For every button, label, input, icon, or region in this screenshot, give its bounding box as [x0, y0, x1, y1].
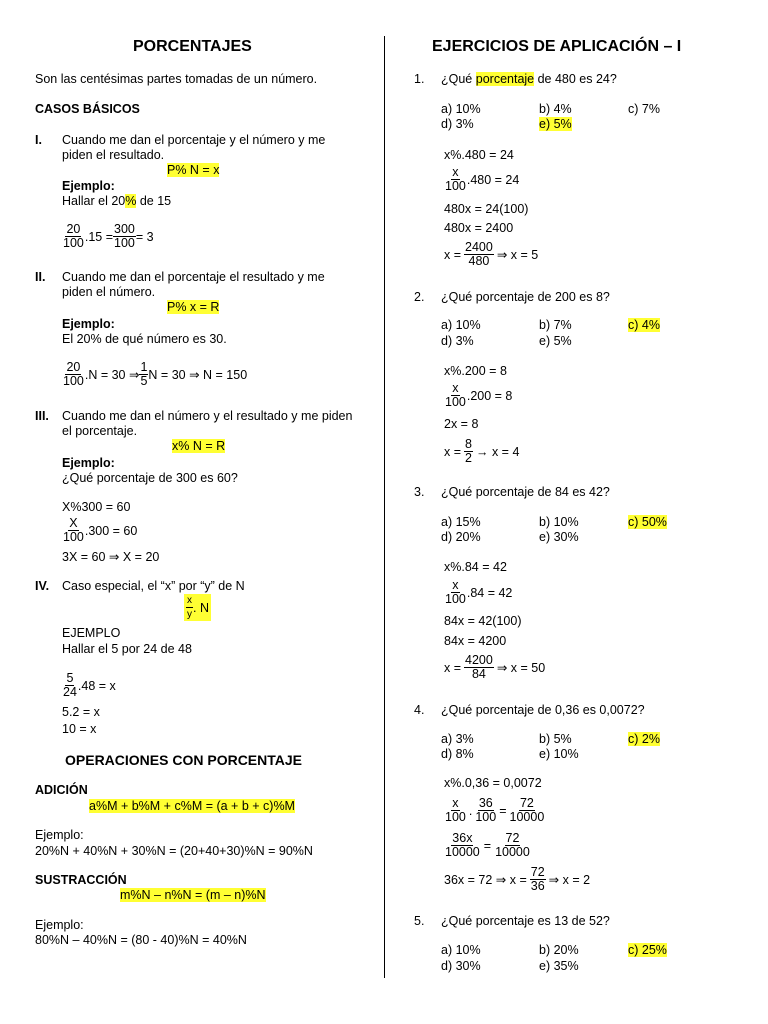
case-text: piden el resultado. — [62, 148, 165, 162]
example-label: Ejemplo: — [62, 179, 115, 193]
example-text: Hallar el 5 por 24 de 48 — [62, 642, 192, 656]
option: a) 10% — [441, 943, 481, 957]
math-line: $\frac{x}{100}$ .200 = 8 — [445, 381, 513, 409]
exercises-title: EJERCICIOS DE APLICACIÓN – I — [432, 38, 682, 55]
option: b) 5% — [539, 732, 572, 746]
case-formula: P% N = x — [167, 163, 220, 177]
math-line: 84x = 4200 — [444, 634, 507, 648]
option: d) 3% — [441, 117, 474, 131]
exercise-number: 3. — [414, 485, 425, 499]
option: d) 3% — [441, 334, 474, 348]
option-correct: c) 4% — [628, 318, 660, 332]
exercise-number: 1. — [414, 72, 425, 86]
exercise-question: ¿Qué porcentaje de 0,36 es 0,0072? — [441, 703, 645, 717]
case-text: piden el número. — [62, 285, 156, 299]
math-line: x%.200 = 8 — [444, 364, 507, 378]
option: b) 7% — [539, 318, 572, 332]
adicion-heading: ADICIÓN — [35, 783, 88, 797]
example-label: Ejemplo: — [62, 456, 115, 470]
option: d) 20% — [441, 530, 481, 544]
case-text: Cuando me dan el número y el resultado y me piden — [62, 409, 353, 423]
option: a) 15% — [441, 515, 481, 529]
option: e) 5% — [539, 334, 572, 348]
math-line: 84x = 42(100) — [444, 614, 522, 628]
example-text: 80%N – 40%N = (80 - 40)%N = 40%N — [35, 933, 247, 947]
exercise-number: 5. — [414, 914, 425, 928]
example-text: El 20% de qué número es 30. — [62, 332, 227, 346]
column-divider — [384, 36, 385, 978]
example-text: 20%N + 40%N + 30%N = (20+40+30)%N = 90%N — [35, 844, 313, 858]
math-line: 10 = x — [62, 722, 97, 736]
example-label: EJEMPLO — [62, 626, 121, 640]
case-formula: x% N = R — [172, 439, 226, 453]
option-correct: c) 50% — [628, 515, 667, 529]
math-line: x = $\frac{8}{2}$ → x = 4 — [444, 437, 520, 465]
option: d) 30% — [441, 959, 481, 973]
math-line: x%.0,36 = 0,0072 — [444, 776, 542, 790]
math-solution: $\frac{20}{100}$ .15 = $\frac{300}{100}$ = 3 — [63, 222, 154, 250]
option: a) 3% — [441, 732, 474, 746]
adicion-formula: a%M + b%M + c%M = (a + b + c)%M — [89, 799, 295, 813]
case-text: Cuando me dan el porcentaje y el número y me — [62, 133, 326, 147]
exercise-question: ¿Qué porcentaje de 84 es 42? — [441, 485, 610, 499]
case-text: el porcentaje. — [62, 424, 138, 438]
option: b) 4% — [539, 102, 572, 116]
exercise-question: ¿Qué porcentaje de 480 es 24? — [441, 72, 617, 86]
case-text: Cuando me dan el porcentaje el resultado y me — [62, 270, 325, 284]
option: e) 35% — [539, 959, 579, 973]
math-line: x%.480 = 24 — [444, 148, 514, 162]
option-correct: c) 2% — [628, 732, 660, 746]
exercise-question: ¿Qué porcentaje de 200 es 8? — [441, 290, 610, 304]
math-line: $\frac{X}{100}$ .300 = 60 — [63, 516, 138, 544]
math-line: X%300 = 60 — [62, 500, 131, 514]
casos-heading: CASOS BÁSICOS — [35, 102, 140, 116]
math-line: x = $\frac{4200}{84}$ ⇒ x = 50 — [444, 653, 546, 681]
option: e) 30% — [539, 530, 579, 544]
option: d) 8% — [441, 747, 474, 761]
math-line: 480x = 2400 — [444, 221, 514, 235]
case-number: I. — [35, 133, 42, 147]
option: a) 10% — [441, 102, 481, 116]
example-text: ¿Qué porcentaje de 300 es 60? — [62, 471, 238, 485]
math-line: $\frac{x}{100}$ .480 = 24 — [445, 165, 520, 193]
example-label: Ejemplo: — [35, 918, 84, 932]
case-number: II. — [35, 270, 46, 284]
option: a) 10% — [441, 318, 481, 332]
intro-text: Son las centésimas partes tomadas de un número. — [35, 72, 318, 86]
case-number: III. — [35, 409, 49, 423]
option: b) 10% — [539, 515, 579, 529]
exercise-number: 4. — [414, 703, 425, 717]
exercise-number: 2. — [414, 290, 425, 304]
math-line: $\frac{x}{100}$ .84 = 42 — [445, 578, 513, 606]
math-solution: $\frac{20}{100}$ .N = 30 ⇒ $\frac{1}{5}$ N = 30 ⇒ N = 150 — [63, 360, 248, 388]
example-label: Ejemplo: — [35, 828, 84, 842]
math-line: 5.2 = x — [62, 705, 100, 719]
option: b) 20% — [539, 943, 579, 957]
option: c) 7% — [628, 102, 660, 116]
math-line: 480x = 24(100) — [444, 202, 529, 216]
example-text: Hallar el 20% de 15 — [62, 194, 172, 208]
page-title: PORCENTAJES — [133, 38, 252, 55]
section-title: OPERACIONES CON PORCENTAJE — [65, 752, 302, 768]
example-label: Ejemplo: — [62, 317, 115, 331]
sustraccion-formula: m%N – n%N = (m – n)%N — [120, 888, 266, 902]
exercise-question: ¿Qué porcentaje es 13 de 52? — [441, 914, 610, 928]
case-formula: $\frac{x}{y}$ . N — [184, 594, 211, 621]
math-line: $\frac{5}{24}$ .48 = x — [63, 671, 116, 699]
math-line: 2x = 8 — [444, 417, 479, 431]
option: e) 10% — [539, 747, 579, 761]
sustraccion-heading: SUSTRACCIÓN — [35, 873, 127, 887]
case-text: Caso especial, el “x” por “y” de N — [62, 579, 245, 593]
math-line: $\frac{36x}{10000}$ = $\frac{72}{10000}$ — [445, 831, 530, 859]
option-correct: c) 25% — [628, 943, 667, 957]
math-line: x%.84 = 42 — [444, 560, 507, 574]
math-line: 36x = 72 ⇒ x = $\frac{72}{36}$ ⇒ x = 2 — [444, 865, 591, 893]
case-number: IV. — [35, 579, 50, 593]
option-correct: e) 5% — [539, 117, 572, 131]
case-formula: P% x = R — [167, 300, 220, 314]
math-line: $\frac{x}{100}$ . $\frac{36}{100}$ = $\frac{72}{10000}$ — [445, 796, 545, 824]
math-line: x = $\frac{2400}{480}$ ⇒ x = 5 — [444, 240, 539, 268]
math-line: 3X = 60 ⇒ X = 20 — [62, 550, 160, 564]
